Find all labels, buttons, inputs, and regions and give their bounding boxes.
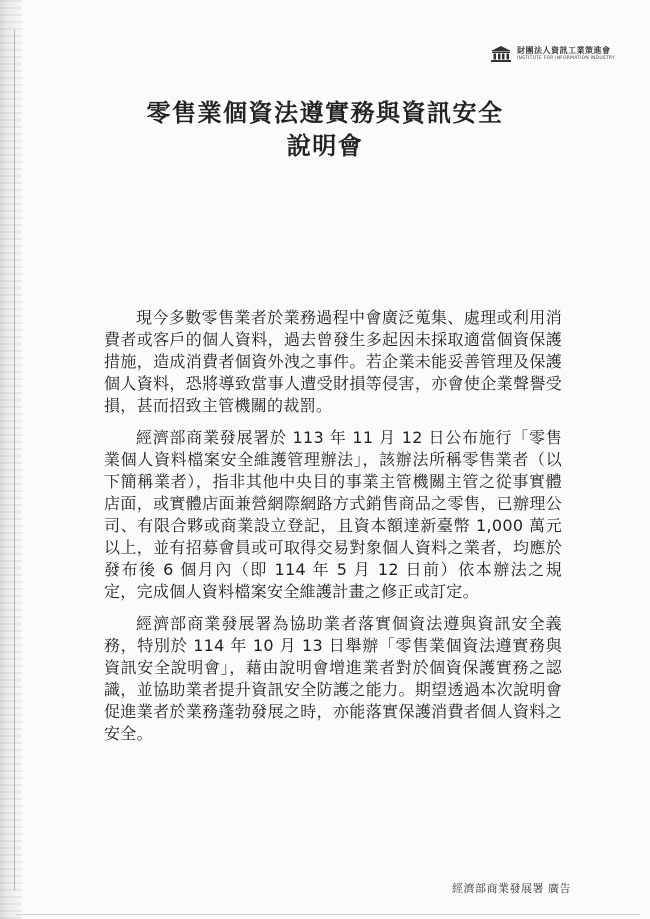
logo-text [517, 47, 615, 62]
building-icon [490, 46, 512, 62]
title-line-2: 說明會 [286, 132, 364, 160]
paragraph: 現今多數零售業者於業務過程中會廣泛蒐集、處理或利用消費者或客戶的個人資料，過去曾發生多起因未採取適當個資保護措施，造成消費者個資外洩之事件。若企業未能妥善管理及保護個人資料，恐將導致當事人遭受財損等侵害，亦會使企業聲譽受損，甚而招致主管機關的裁罰。 [104, 308, 562, 415]
logo-name-zh: 財團法人資訊工業策進會 [517, 45, 611, 55]
paragraph: 經濟部商業發展署於 113 年 11 月 12 日公布施行「零售業個人資料檔案安全維護管理辦法」，該辦法所稱零售業者（以下簡稱業者），指非其他中央目的事業主管機關主管之從事實體店面，或實體店面兼營網際網路方式銷售商品之零售，已辦理公司、有限合夥或商業設立登記，且資本額達新臺幣 1,000 萬元以上，並有招募會員或可取得交易對象個人資料之業者，均應於發布後 6 個月內（即 114 年 5 月 12 日前）依本辦法之規定，完成個人資料檔案安全維護計畫之修正或訂定。 [104, 428, 562, 601]
organization-logo [490, 46, 615, 62]
bottom-rule [16, 914, 640, 915]
logo-name-en: INSTITUTE FOR INFORMATION INDUSTRY [517, 55, 615, 61]
document-body [104, 307, 562, 755]
document-title [0, 97, 650, 163]
title-line-1: 零售業個資法遵實務與資訊安全 [146, 99, 504, 127]
paragraph: 經濟部商業發展署為協助業者落實個資法遵與資訊安全義務，特別於 114 年 10 月 13 日舉辦「零售業個資法遵實務與資訊安全說明會」，藉由說明會增進業者對於個資保護實務之認識，並協助業者提升資訊安全防護之能力。期望透過本次說明會促進業者於業務蓬勃發展之時，亦能落實保護消費者個人資料之安全。 [104, 614, 562, 743]
footer-advertiser: 經濟部商業發展署 廣告 [452, 882, 571, 895]
